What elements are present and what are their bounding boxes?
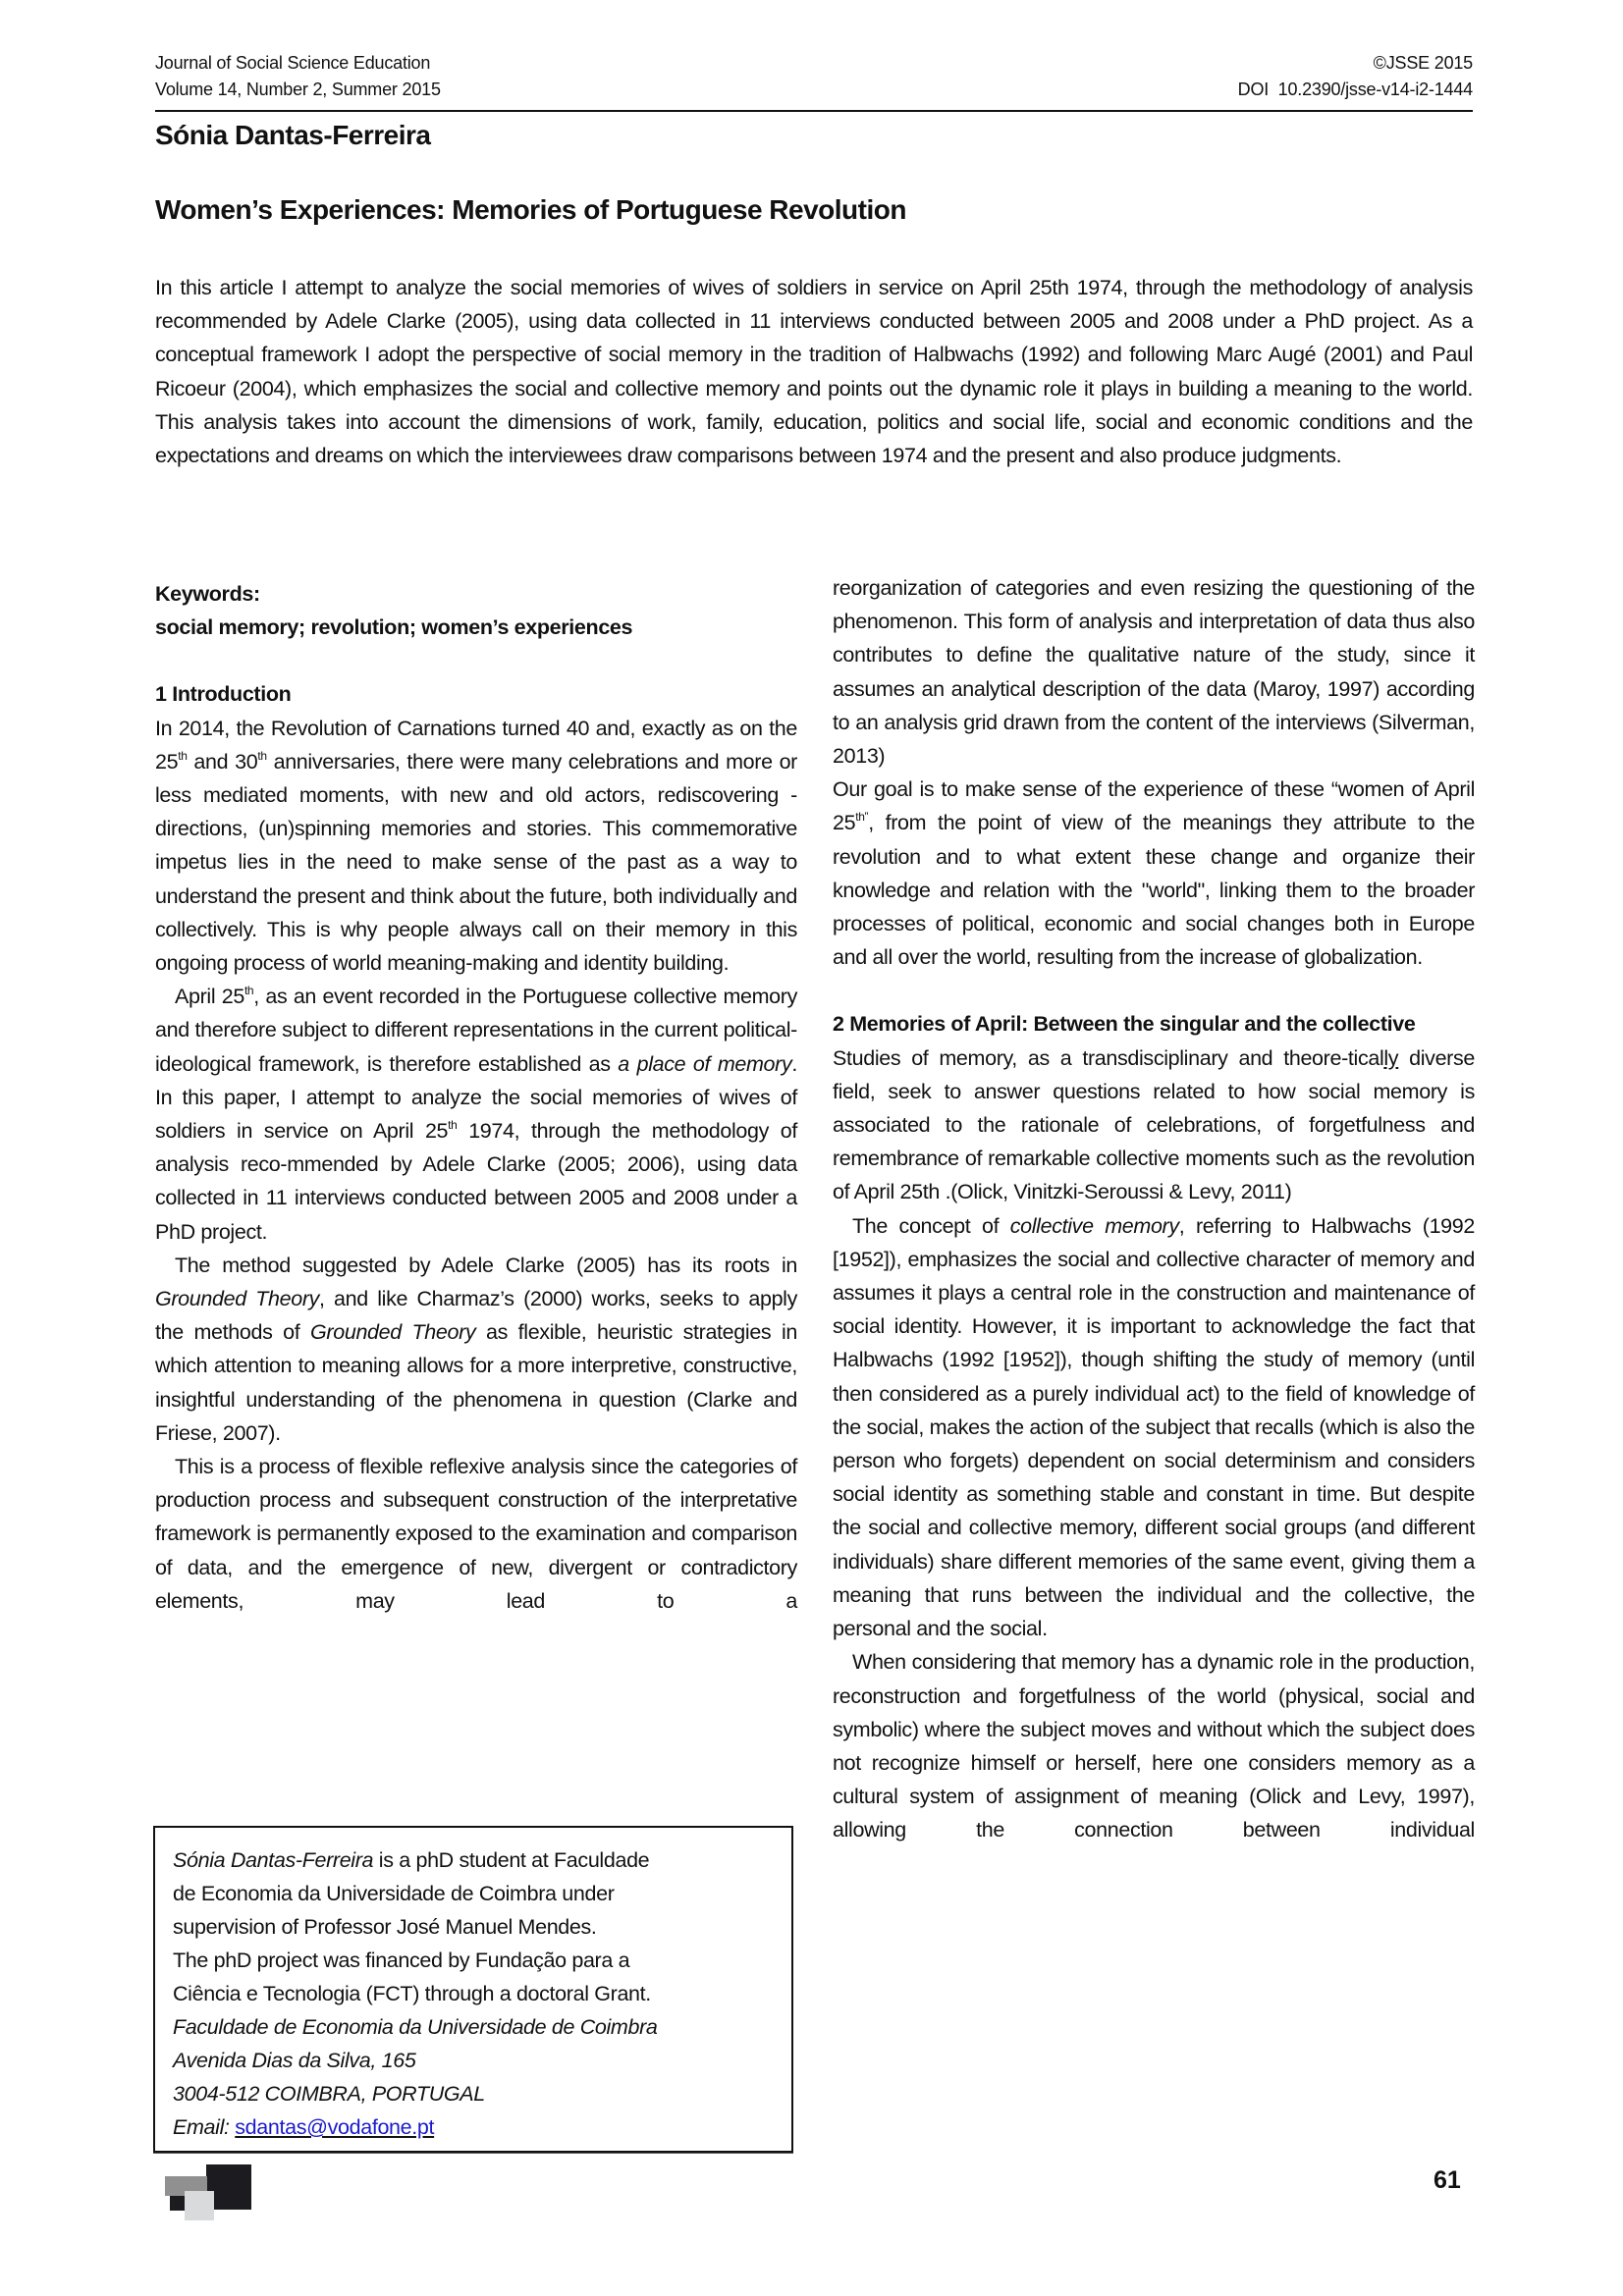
paragraph: reorganization of categories and even resizing the questioning of the phenomenon. This form of analysis and interpretation of data thus also contributes to define the qualitative nature of the study, since it assumes an analytical description of the data (Maroy, 1997) according to an analysis grid drawn from the content of the interviews (Silverman, 2013) (833, 576, 1475, 769)
email-link[interactable]: sdantas@vodafone.pt (235, 2115, 435, 2139)
paragraph: The method suggested by Adele Clarke (2005) has its roots in Grounded Theory, and like Charmaz’s (2000) works, seeks to apply the methods of Grounded Theory as flexible, heuristic strategies in which attention to meaning allows for a more interpretive, constructive, insightful understanding of the phenomena in question (Clarke and Friese, 2007). (155, 1253, 798, 1445)
article-title: Women’s Experiences: Memories of Portuguese Revolution (155, 194, 906, 225)
doi: DOI 10.2390/jsse-v14-i2-1444 (1237, 80, 1473, 99)
author-bio-box: Sónia Dantas-Ferreira is a phD student at Faculdade de Economia da Universidade de Coimbra under supervision of Professor José Manuel Mendes. The phD project was financed by Fundação para a Ciência e Tecnologia (FCT) through a doctoral Grant. Faculdade de Economia da Universidade de Coimbra Avenida Dias da Silva, 165 3004-512 COIMBRA, PORTUGAL Email: sdantas@vodafone.pt (153, 1826, 793, 2153)
section-heading-introduction: 1 Introduction (155, 682, 292, 707)
address-city: 3004-512 COIMBRA, PORTUGAL (173, 2082, 485, 2106)
journal-name: Journal of Social Science Education (155, 53, 431, 73)
affiliation: Faculdade de Economia da Universidade de Coimbra (173, 2015, 658, 2039)
bio-author-name: Sónia Dantas-Ferreira (173, 1848, 374, 1872)
right-column (833, 571, 1475, 1847)
paragraph: In 2014, the Revolution of Carnations turned 40 and, exactly as on the 25th and 30th anniversaries, there were many celebrations and more or less mediated moments, with new and old actors, rediscovering - directions, (un)spinning memories and stories. This commemorative impetus lies in the need to make sense of the past as a way to understand the present and think about the future, both individually and collectively. This is why people always call on their memory in this ongoing process of world meaning-making and identity building. (155, 716, 797, 976)
keywords-values: social memory; revolution; women’s experiences (155, 615, 633, 640)
paragraph: This is a process of flexible reflexive analysis since the categories of production process and subsequent construction of the interpretative framework is permanently exposed to the examination and comparison of data, and the emergence of new, divergent or contradictory elements, may lead to a (155, 1455, 797, 1613)
page-number: 61 (1434, 2166, 1461, 2194)
address-street: Avenida Dias da Silva, 165 (173, 2049, 416, 2072)
running-header (155, 51, 1473, 101)
volume-info: Volume 14, Number 2, Summer 2015 (155, 80, 441, 99)
paragraph: April 25th, as an event recorded in the Portuguese collective memory and therefore subject to different representations in the current political-ideological framework, is therefore established as a place of memory. In this paper, I attempt to analyze the social memories of wives of soldiers in service on April 25th 1974, through the methodology of analysis reco-mmended by Adele Clarke (2005; 2006), using data collected in 11 interviews conducted between 2005 and 2008 under a PhD project. (155, 984, 797, 1244)
paragraph: Studies of memory, as a transdisciplinary and theore-tically diverse field, seek to answer questions related to how social memory is associated to the rationale of celebrations, of forgetfulness and remembrance of remarkable collective moments such as the revolution of April 25th .(Olick, Vinitzki-Seroussi & Levy, 2011) (833, 1045, 1475, 1204)
left-column (155, 577, 797, 1618)
paragraph: Our goal is to make sense of the experience of these “women of April $25^{th”}$, from the point of view of the meanings they attribute to the revolution and to what extent these change and organize their knowledge and relation with the "world", linking them to the broader processes of political, economic and social changes both in Europe and all over the world, resulting from the increase of globalization. (833, 777, 1475, 970)
copyright: ©JSSE 2015 (1373, 53, 1473, 73)
section-heading-memories-of-april: 2 Memories of April: Between the singular and the collective (833, 1012, 1416, 1037)
paragraph: The concept of collective memory, referring to Halbwachs (1992 [1952]), emphasizes the social and collective character of memory and assumes it plays a central role in the construction and maintenance of social identity. However, it is important to acknowledge the fact that Halbwachs (1992 [1952]), though shifting the study of memory (until then considered as a purely individual act) to the field of knowledge of the social, makes the action of the subject that recalls (which is also the person who forgets) dependent on social determinism and considers social identity as something stable and constant in time. But despite the social and collective memory, different social groups (and different individuals) share different memories of the same event, giving them a meaning that runs between the individual and the collective, the personal and the social. (833, 1213, 1476, 1641)
author-name: Sónia Dantas-Ferreira (155, 120, 431, 150)
header-rule (155, 110, 1473, 112)
paragraph: When considering that memory has a dynamic role in the production, reconstruction and forgetfulness of the world (physical, social and symbolic) where the subject moves and without which the subject does not recognize himself or herself, here one considers memory as a cultural system of assignment of meaning (Olick and Levy, 1997), allowing the connection between individual (833, 1650, 1475, 1842)
abstract: In this article I attempt to analyze the social memories of wives of soldiers in service on April 25th 1974, through the methodology of analysis recommended by Adele Clarke (2005), using data collected in 11 interviews conducted between 2005 and 2008 under a PhD project. As a conceptual framework I adopt the perspective of social memory in the tradition of Halbwachs (1992) and following Marc Augé (2001) and Paul Ricoeur (2004), which emphasizes the social and collective memory and points out the dynamic role it plays in building a meaning to the world. This analysis takes into account the dimensions of work, family, education, politics and social life, social and economic conditions and the expectations and dreams on which the interviewees draw comparisons between 1974 and the present and also produce judgments. (155, 276, 1473, 468)
email-label: Email: (173, 2115, 236, 2139)
keywords-label: Keywords: (155, 582, 260, 606)
